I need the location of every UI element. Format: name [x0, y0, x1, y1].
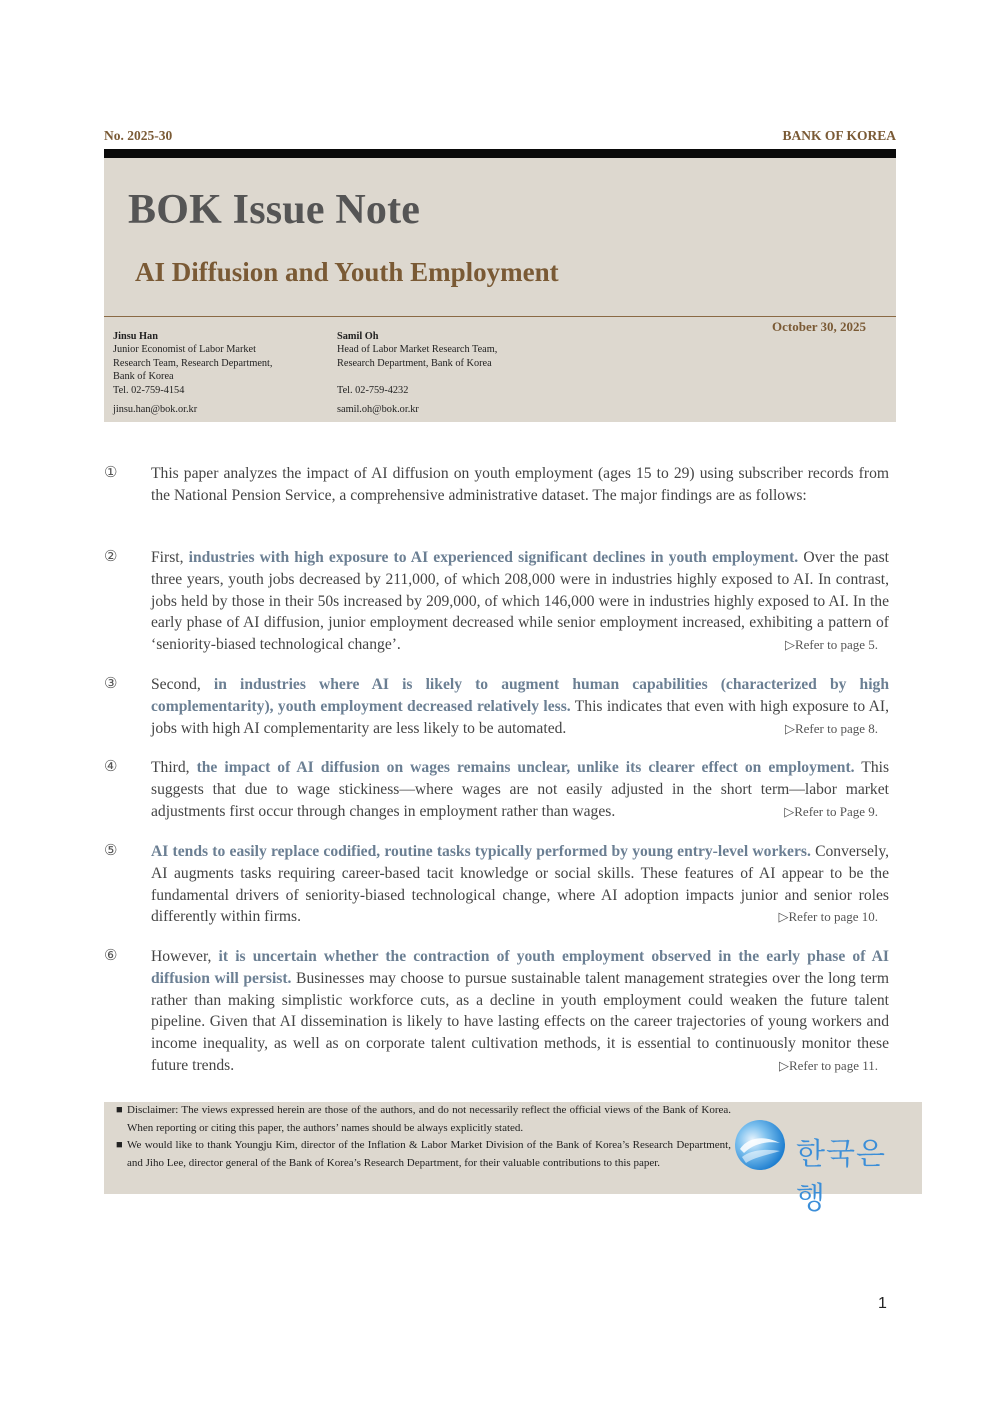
item-text: First, [151, 549, 189, 566]
bullet-icon: ■ [116, 1104, 123, 1116]
item-number: ⑥ [104, 948, 118, 964]
item-number: ③ [104, 676, 118, 692]
org-name: BANK OF KOREA [782, 128, 896, 143]
author-email[interactable]: jinsu.han@bok.or.kr [113, 404, 198, 415]
finding-item [104, 463, 889, 507]
author-block [113, 330, 323, 415]
item-text: Businesses may choose to pursue sustainable talent management strategies over the long term rather than making simplistic workforce cuts, as a decline in youth employment could weaken the future talent pipeline. Given that AI dissemination is likely to have lasting effects on the career trajectories of young workers and income inequality, as well as on corporate talent cultivation methods, it is essential to continuously monitor these future trends. [151, 969, 889, 1074]
disclaimer-text: Disclaimer: The views expressed herein are those of the authors, and do not necessarily reflect the official views of the Bank of Korea. When reporting or citing this paper, the authors’ names should be always explicitly stated. [127, 1104, 731, 1134]
finding-item [104, 547, 889, 656]
item-text: This suggests that due to wage stickiness—where wages are not easily adjusted in the short term—labor market adjustments first occur through changes in employment rather than wages. [151, 759, 890, 820]
author-name: Jinsu Han [113, 331, 158, 342]
item-number: ⑤ [104, 843, 118, 859]
bok-emblem-icon [734, 1119, 786, 1171]
acknowledgement-note [116, 1137, 731, 1172]
item-text: This indicates that even with high exposure to AI, jobs with high AI complementarity are less likely to be automated. [151, 697, 889, 737]
page-number: 1 [878, 1295, 887, 1312]
item-body [151, 946, 889, 1077]
bank-of-korea-logo [734, 1119, 902, 1216]
item-text: Conversely, AI augments tasks requiring career-based tacit knowledge or social skills. These features of AI appear to be the fundamental drivers of seniority-biased technological change, where AI adoption impacts junior and senior roles differently within firms. [151, 843, 889, 926]
item-highlight: the impact of AI diffusion on wages remains unclear, unlike its clearer effect on employment. [196, 759, 855, 776]
item-number: ② [104, 549, 118, 565]
author-email[interactable]: samil.oh@bok.or.kr [337, 404, 419, 415]
disclaimer-note [116, 1102, 731, 1137]
bullet-icon: ■ [116, 1139, 123, 1151]
author-name: Samil Oh [337, 331, 379, 342]
author-tel: Tel. 02-759-4154 [113, 384, 185, 396]
author-tel: Tel. 02-759-4232 [337, 384, 409, 396]
page-reference: ▷Refer to page 11. [778, 1057, 878, 1073]
item-body [151, 463, 889, 507]
publish-date: October 30, 2025 [772, 319, 866, 334]
item-text: However, [151, 948, 219, 965]
page-reference: ▷Refer to Page 9. [784, 803, 878, 819]
item-highlight: in industries where AI is likely to augment human capabilities (characterized by high complementarity), youth employment decreased relatively less. [151, 676, 890, 715]
top-bar [104, 149, 896, 158]
item-text: Second, [151, 676, 214, 693]
author-affiliation: Junior Economist of Labor Market Research Team, Research Department, Bank of Korea [113, 344, 273, 383]
page-reference: ▷Refer to page 8. [784, 720, 878, 736]
item-body [151, 547, 889, 656]
page-reference: ▷Refer to page 10. [778, 909, 878, 925]
item-number: ④ [104, 759, 118, 775]
item-text: Over the past three years, youth jobs decreased by 211,000, of which 208,000 were in industries highly exposed to AI. In contrast, jobs held by those in their 50s increased by 209,000, of which 146,000 were in industries highly exposed to AI. In the early phase of AI diffusion, junior employment decreased while senior employment increased, exhibiting a pattern of ‘seniority-biased technological change’. [151, 549, 889, 654]
page-title: BOK Issue Note [128, 187, 421, 233]
item-body [151, 674, 889, 739]
item-text: Third, [151, 759, 197, 776]
header-divider [104, 316, 896, 317]
bok-logo-text: 한국은행 [796, 1137, 886, 1216]
item-body [151, 757, 889, 822]
finding-item [104, 946, 889, 1077]
issue-number: No. 2025-30 [104, 128, 173, 143]
page-reference: ▷Refer to page 5. [784, 637, 878, 653]
top-meta [104, 128, 896, 146]
item-body [151, 841, 889, 928]
page-subtitle: AI Diffusion and Youth Employment [135, 257, 559, 287]
item-highlight: industries with high exposure to AI experienced significant declines in youth employment. [188, 549, 799, 566]
author-affiliation: Head of Labor Market Research Team, Research Department, Bank of Korea [337, 344, 498, 369]
item-number: ① [104, 465, 118, 481]
finding-item [104, 674, 889, 739]
header-box [104, 158, 896, 422]
acknowledgement-text: We would like to thank Youngju Kim, director of the Inflation & Labor Market Division of the Bank of Korea’s Research Department, and Jiho Lee, director general of the Bank of Korea’s Research Department, for their valuable contributions to this paper. [127, 1139, 731, 1169]
author-block [337, 330, 547, 415]
item-highlight: AI tends to easily replace codified, routine tasks typically performed by young entry-level workers. [151, 843, 811, 860]
disclaimer-box [104, 1102, 922, 1216]
finding-item [104, 841, 889, 928]
finding-item [104, 757, 889, 822]
item-text: This paper analyzes the impact of AI diffusion on youth employment (ages 15 to 29) using subscriber records from the National Pension Service, a comprehensive administrative dataset. The major findings are as follows: [151, 465, 889, 504]
item-highlight: it is uncertain whether the contraction of youth employment observed in the early phase of AI diffusion will persist. [151, 948, 889, 987]
